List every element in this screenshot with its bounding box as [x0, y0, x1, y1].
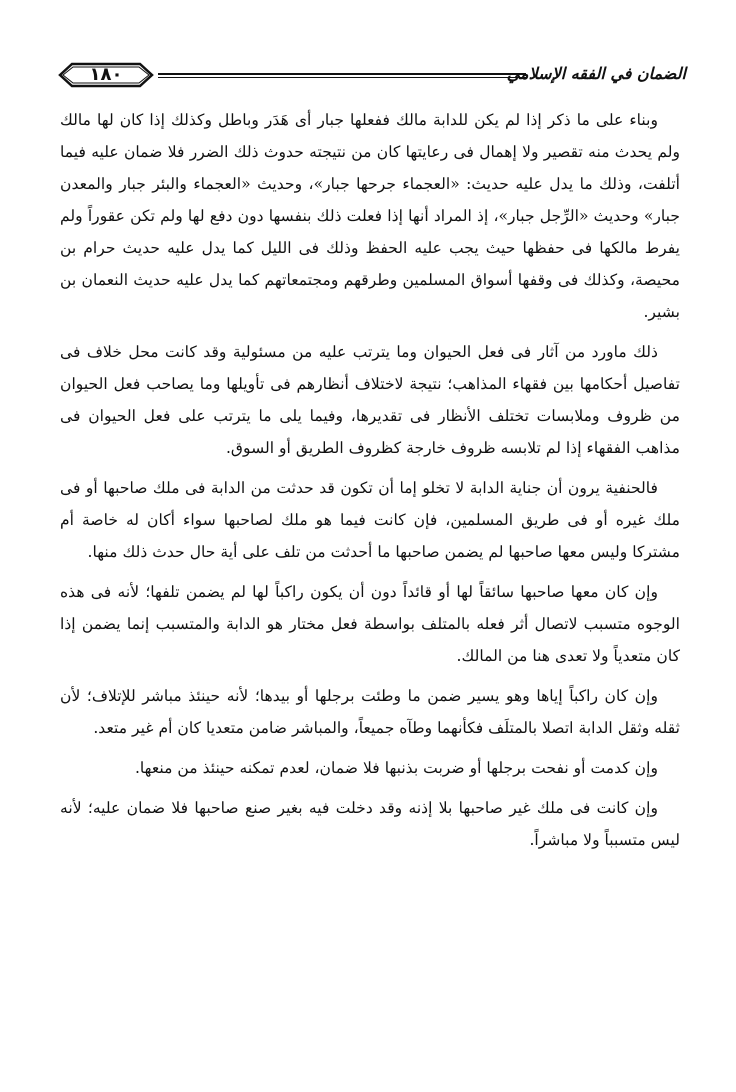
page-number: ١٨٠ — [89, 64, 123, 85]
page-number-badge — [58, 62, 154, 88]
main-text — [60, 104, 680, 864]
paragraph-7: وإن كانت فى ملك غير صاحبها بلا إذنه وقد دخلت فيه بغير صنع صاحبها فلا ضمان عليه؛ لأنه ليس متسبباً ولا مباشراً. — [60, 799, 680, 849]
paragraph-1: وبناء على ما ذكر إذا لم يكن للدابة مالك ففعلها جبار أى هَدَر وباطل وكذلك إذا كان لها مالك ولم يحدث منه تقصير ولا إهمال فى رعايتها كان من نتيجته حدوث ذلك الضرر فلا ضمان عليه فيما أتلفت، وذلك ما يدل عليه حديث: «العجماء جرحها جبار»، وحديث «العجماء والبئر جبار والمعدن جبار» وحديث «الرِّجل جبار»، إذ المراد أنها إذا فعلت ذلك بنفسها دون دفع لها ولم تكن عقوراً ولم يفرط مالكها فى حفظها حيث يجب عليه الحفظ وذلك فى الليل كما يدل عليه حديث حرام بن محيصة، وكذلك فى وقفها أسواق المسلمين وطرقهم ومجتمعاتهم كما يدل عليه حديث النعمان بن بشير. — [60, 111, 680, 321]
paragraph-2: ذلك ماورد من آثار فى فعل الحيوان وما يترتب عليه من مسئولية وقد كانت محل خلاف فى تفاصيل أحكامها بين فقهاء المذاهب؛ نتيجة لاختلاف أنظارهم فى تأويلها وما يصاحب فعل الحيوان من ظروف وملابسات تختلف الأنظار فى تقديرها، وفيما يلى ما يترتب على فعل الحيوان فى مذاهب الفقهاء إذا لم تلابسه ظروف خارجة كظروف الطريق أو السوق. — [60, 343, 680, 457]
page-header — [58, 62, 686, 90]
paragraph-4: وإن كان معها صاحبها سائقاً لها أو قائداً دون أن يكون راكباً لها لم يضمن تلفها؛ لأنه فى هذه الوجوه متسبب لاتصال أثر فعله بالمتلف بواسطة فعل مختار هو الدابة والمتسبب إنما يضمن إذا كان متعدياً ولا تعدى هنا من المالك. — [60, 583, 680, 665]
header-divider — [158, 73, 526, 78]
running-title: الضمان في الفقه الإسلامي — [506, 64, 686, 83]
paragraph-3: فالحنفية يرون أن جناية الدابة لا تخلو إما أن تكون قد حدثت من الدابة فى ملك صاحبها أو فى ملك غيره أو فى طريق المسلمين، فإن كانت فيما هو ملك لصاحبها سواء أكان له خاصة أم مشتركا وليس معها صاحبها لم يضمن صاحبها ما أحدثت من تلف على أية حال حدث ذلك منها. — [60, 479, 680, 561]
paragraph-6: وإن كدمت أو نفحت برجلها أو ضربت بذنبها فلا ضمان، لعدم تمكنه حينئذ من منعها. — [134, 759, 658, 777]
paragraph-5: وإن كان راكباً إياها وهو يسير ضمن ما وطئت برجلها أو بيدها؛ لأنه حينئذ مباشر للإتلاف؛ لأن ثقله وثقل الدابة اتصلا بالمتلَف فكأنهما وطآه جميعاً، والمباشر ضامن متعديا كان أم غير متعد. — [60, 687, 680, 737]
